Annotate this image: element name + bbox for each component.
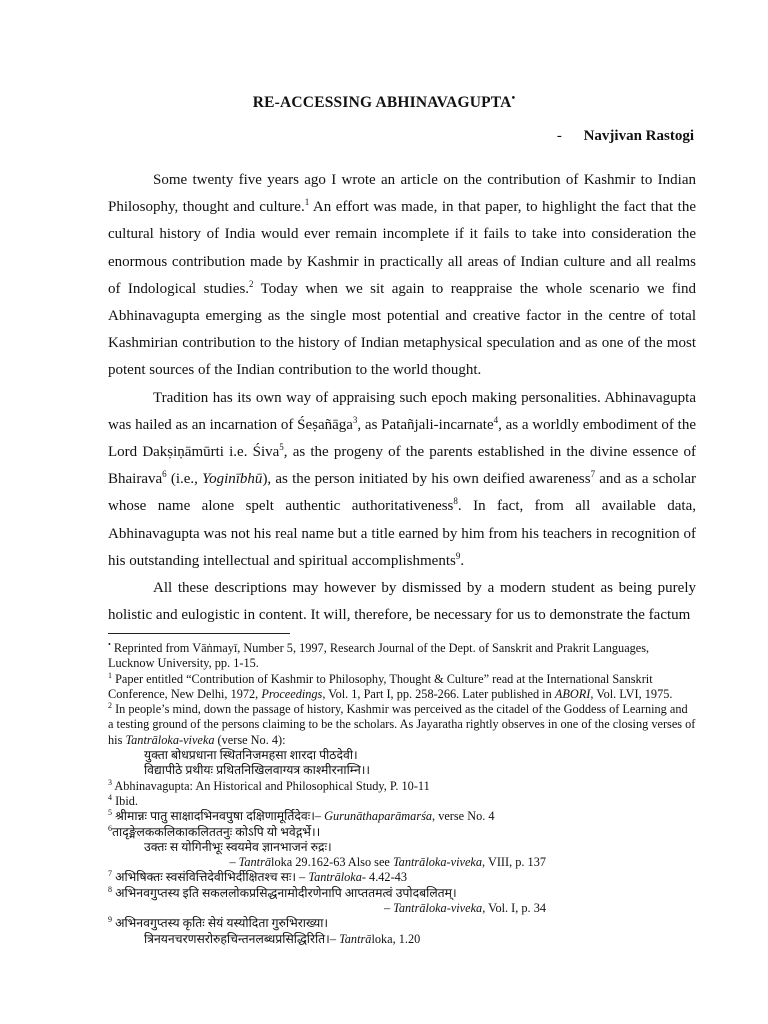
footnote-number: 4 — [108, 792, 112, 802]
text-run: - — [446, 855, 451, 870]
text-run: loka 29.162-63 Also see — [271, 855, 393, 870]
text-run: and as a scholar whose name alone spelt authentic authoritativeness — [108, 471, 696, 515]
text-run: loka, 1.20 — [371, 931, 421, 946]
footnote-number: 3 — [108, 777, 112, 787]
italic-text: viveka — [183, 732, 215, 747]
footnote-line — [108, 901, 696, 916]
text-run: , as a worldly embodiment of the Lord Dakṣiṇāmūrti i.e. Śiva — [108, 416, 697, 461]
italic-text: Tantrāloka — [393, 901, 447, 916]
text-run: Abhinavagupta: An Historical and Philosophical Study, P. 10-11 — [112, 778, 430, 793]
footnote-line — [108, 672, 696, 703]
footnote-number: 8 — [108, 884, 112, 894]
footnote-line — [108, 779, 696, 794]
italic-text: Gurunāthaparāmarśa — [324, 809, 433, 824]
footnote-number: 2 — [108, 701, 112, 711]
footnote-line — [108, 916, 696, 931]
italic-text: Proceedings — [261, 686, 323, 701]
footnote-reference: 7 — [590, 469, 596, 480]
paragraph — [108, 385, 696, 575]
text-run: अभिनवगुप्तस्य कृतिः सेयं यस्योदिता गुरुभिराख्या। — [112, 916, 329, 931]
text-run: Tradition has its own way of appraising such epoch making personalities. Abhinavagupta was hailed as an incarnation of Śeṣañāga — [108, 389, 696, 433]
italic-text: Tantrā — [238, 855, 272, 870]
title-text: RE-ACCESSING ABHINAVAGUPTA — [252, 94, 512, 112]
italic-text: viveka — [450, 901, 483, 916]
text-run: . — [460, 552, 465, 569]
author-line — [557, 128, 694, 145]
footnote-line — [108, 840, 696, 855]
text-run: ), as the person initiated by his own deified awareness — [262, 471, 591, 488]
text-run: – — [383, 901, 394, 916]
article-title — [0, 93, 768, 112]
footnote-line — [108, 870, 696, 885]
italic-text: ABORI — [554, 686, 591, 701]
text-run: (verse No. 4): — [214, 732, 286, 747]
text-run: , Vol. 1, Part I, pp. 258-266. Later published in — [322, 686, 555, 701]
footnote-reference: 3 — [352, 414, 358, 425]
footnote-number: 9 — [108, 915, 112, 925]
footnote-number: 7 — [108, 869, 112, 879]
italic-text: Tantrāloka — [308, 870, 362, 885]
italic-text: Tantrāloka — [125, 732, 179, 747]
text-run: त्रिनयनचरणसरोरुहचिन्तनलब्धप्रसिद्धिरिति।– — [144, 931, 340, 946]
footnote-number: 6 — [108, 823, 112, 833]
text-run: तादृङ्मेलककलिकाकलिततनुः कोऽपि यो भवेद्गर्भे।। — [112, 824, 321, 839]
footnote-line — [108, 809, 696, 824]
footnote-line — [108, 932, 696, 947]
footnote-reference: 6 — [162, 469, 167, 480]
footnote-line — [108, 794, 696, 809]
author-name: Navjivan Rastogi — [583, 128, 694, 144]
text-run: . In fact, from all available data, Abhinavagupta was not his real name but a title earned by him from his teachers in recognition of his outstanding intellectual and spiritual accomplishments — [108, 498, 696, 569]
text-run: , as Patañjali-incarnate — [357, 416, 494, 433]
footnote-line — [108, 825, 696, 840]
text-run: In people’s mind, down the passage of history, Kashmir was perceived as the citadel of the Goddess of Learning and a testing ground of the persons claiming to be the scholars. As Jayaratha rightly observes in one of the closing verses of his — [108, 702, 696, 747]
text-run: , Vol. I, p. 34 — [482, 901, 546, 916]
author-dash: - — [556, 128, 562, 144]
footnote-line — [108, 763, 696, 778]
text-run: अभिषिक्तः स्वसंवित्तिदेवीभिर्दीक्षितश्च सः। – — [112, 870, 309, 885]
text-run: उक्तः स योगिनीभूः स्वयमेव ज्ञानभाजनं रुद्रः। — [144, 839, 332, 854]
italic-text: Tantrā — [339, 931, 372, 946]
footnotes — [108, 641, 696, 947]
text-run: युक्ता बोधप्रधाना स्थितनिजमहसा शारदा पीठदेवी। — [144, 748, 358, 763]
text-run: Ibid. — [112, 793, 138, 808]
text-run: , Vol. LVI, 1975. — [590, 686, 673, 701]
italic-text: Tantrāloka — [392, 855, 447, 870]
title-footnote-mark: • — [511, 93, 516, 104]
text-run: , verse No. 4 — [432, 809, 495, 824]
text-run: All these descriptions may however by dismissed by a modern student as being purely holistic and eulogistic in content. It will, therefore, be necessary for us to demonstrate the factum — [108, 580, 696, 624]
text-run: , as the progeny of the parents established in the divine essence of Bhairava — [108, 444, 696, 488]
footnote-reference: 9 — [455, 550, 461, 561]
text-run: Paper entitled “Contribution of Kashmir to Philosophy, Thought & Culture” read at the International Sanskrit Conference, New Delhi, 1972, — [108, 671, 653, 701]
footnote-reference: 2 — [249, 278, 254, 289]
footnote-line — [108, 702, 696, 748]
paragraph — [108, 575, 696, 629]
footnote-reference: 1 — [304, 197, 310, 208]
text-run: विद्यापीठे प्रथीयः प्रथितनिखिलवाग्यत्र काश्मीरनाम्नि।। — [144, 763, 371, 778]
footnote-line — [108, 886, 696, 901]
italic-text: viveka — [450, 855, 483, 870]
text-run: An effort was made, in that paper, to highlight the fact that the cultural history of India would ever remain incomplete if it fails to take into consideration the enormous contribution made by Kashmir in practically all areas of Indian culture and all realms of Indological studies. — [108, 199, 696, 297]
body-text — [108, 167, 696, 629]
footnote-reference: 4 — [493, 414, 499, 425]
footnote-reference: 5 — [279, 442, 284, 453]
text-run: - 4.42-43 — [361, 870, 407, 885]
paragraph — [108, 167, 696, 385]
text-run: – — [229, 855, 239, 870]
footnote-line — [108, 855, 696, 870]
footnote-number: • — [108, 639, 111, 649]
text-run: Reprinted from Vāṅmayī, Number 5, 1997, Research Journal of the Dept. of Sanskrit and Prakrit Languages, Lucknow University, pp. 1-15. — [108, 641, 650, 671]
text-run: (i.e., — [166, 471, 203, 488]
footnote-line — [108, 641, 696, 672]
footnote-number: 5 — [108, 808, 112, 818]
footnote-line — [108, 748, 696, 763]
text-run: , VIII, p. 137 — [482, 855, 546, 870]
footnote-reference: 8 — [453, 496, 458, 507]
text-run: Today when we sit again to reappraise the whole scenario we find Abhinavagupta emerging as the single most potential and creative factor in the centre of total Kashmirian contribution to the history of Indian metaphysical speculation and as one of the most potent sources of the Indian contribution to the world thought. — [108, 280, 696, 379]
footnote-number: 1 — [108, 670, 112, 680]
footnote-separator — [108, 633, 290, 634]
text-run: Some twenty five years ago I wrote an article on the contribution of Kashmir to Indian Philosophy, thought and culture. — [108, 172, 696, 216]
text-run: - — [178, 732, 184, 747]
text-run: अभिनवगुप्तस्य इति सकललोकप्रसिद्धनामोदीरणेनापि आप्ततमत्वं उपोदबलितम्। — [112, 885, 457, 900]
text-run: श्रीमान्नः पातु साक्षादभिनवपुषा दक्षिणामूर्तिदेवः।– — [112, 809, 325, 824]
italic-text: Yoginībhū — [202, 471, 263, 488]
text-run: - — [446, 901, 451, 916]
